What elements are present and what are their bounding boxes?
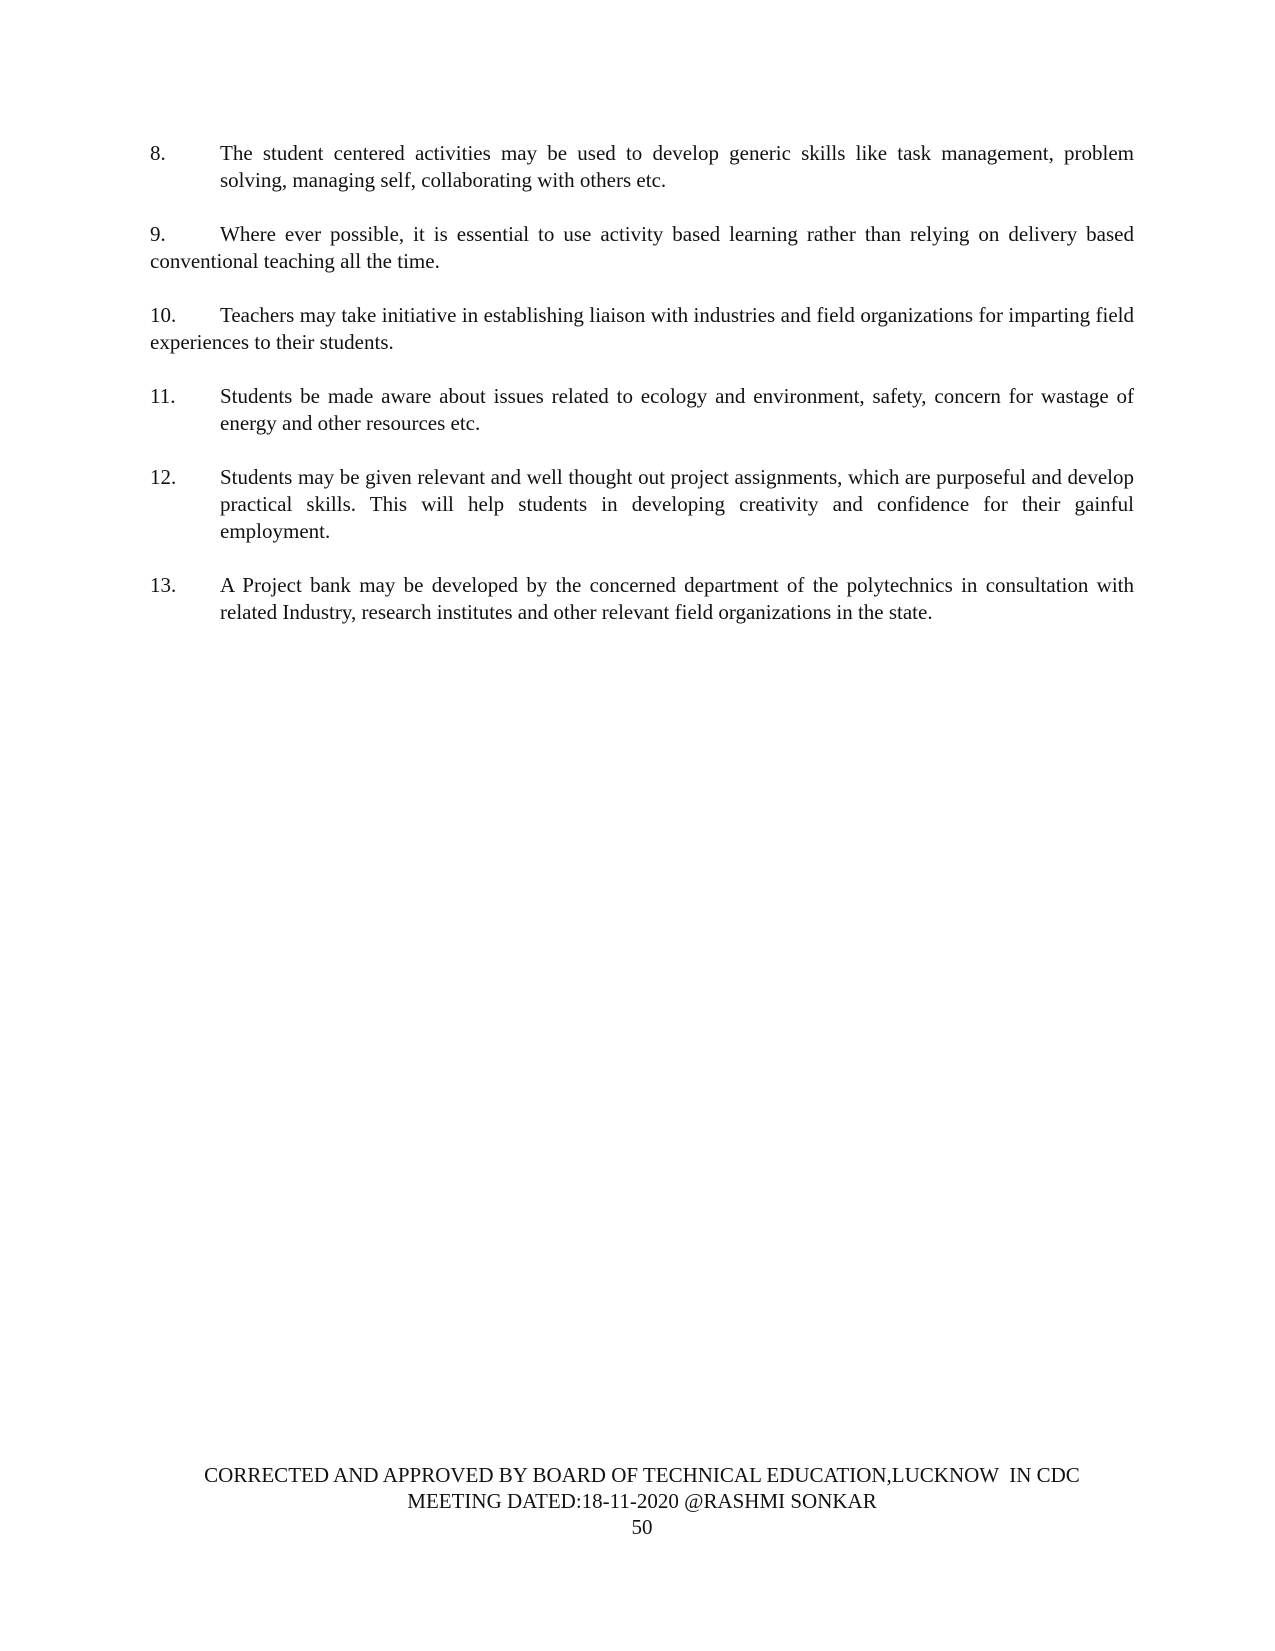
page-footer [150,1462,1134,1540]
item-number: 12. [150,465,177,489]
item-text: Students may be given relevant and well thought out project assignments, which are purposeful and develop practical skills. This will help students in developing creativity and confidence for their gainful employment. [220,465,1134,543]
list-item-12 [150,464,1134,545]
footer-meeting-line: MEETING DATED:18-11-2020 @RASHMI SONKAR [407,1489,877,1513]
list-item-8 [150,140,1134,194]
item-number: 13. [150,573,177,597]
item-number: 9. [150,222,166,246]
list-item-10 [150,302,1134,356]
item-text: The student centered activities may be used to develop generic skills like task management, problem solving, managing self, collaborating with others etc. [220,141,1134,192]
item-text: Where ever possible, it is essential to use activity based learning rather than relying on delivery based conventional teaching all the time. [150,222,1134,273]
list-item-11 [150,383,1134,437]
document-body [150,140,1134,653]
item-text: Students be made aware about issues related to ecology and environment, safety, concern for wastage of energy and other resources etc. [220,384,1134,435]
page-number: 50 [631,1515,653,1539]
list-item-13 [150,572,1134,626]
item-number: 8. [150,141,166,165]
item-text: A Project bank may be developed by the concerned department of the polytechnics in consultation with related Industry, research institutes and other relevant field organizations in the state. [220,573,1134,624]
list-item-9 [150,221,1134,275]
item-text: Teachers may take initiative in establishing liaison with industries and field organizations for imparting field experiences to their students. [150,303,1134,354]
item-number: 11. [150,384,176,408]
item-number: 10. [150,303,177,327]
footer-approval-line: CORRECTED AND APPROVED BY BOARD OF TECHNICAL EDUCATION,LUCKNOW IN CDC [204,1463,1080,1487]
